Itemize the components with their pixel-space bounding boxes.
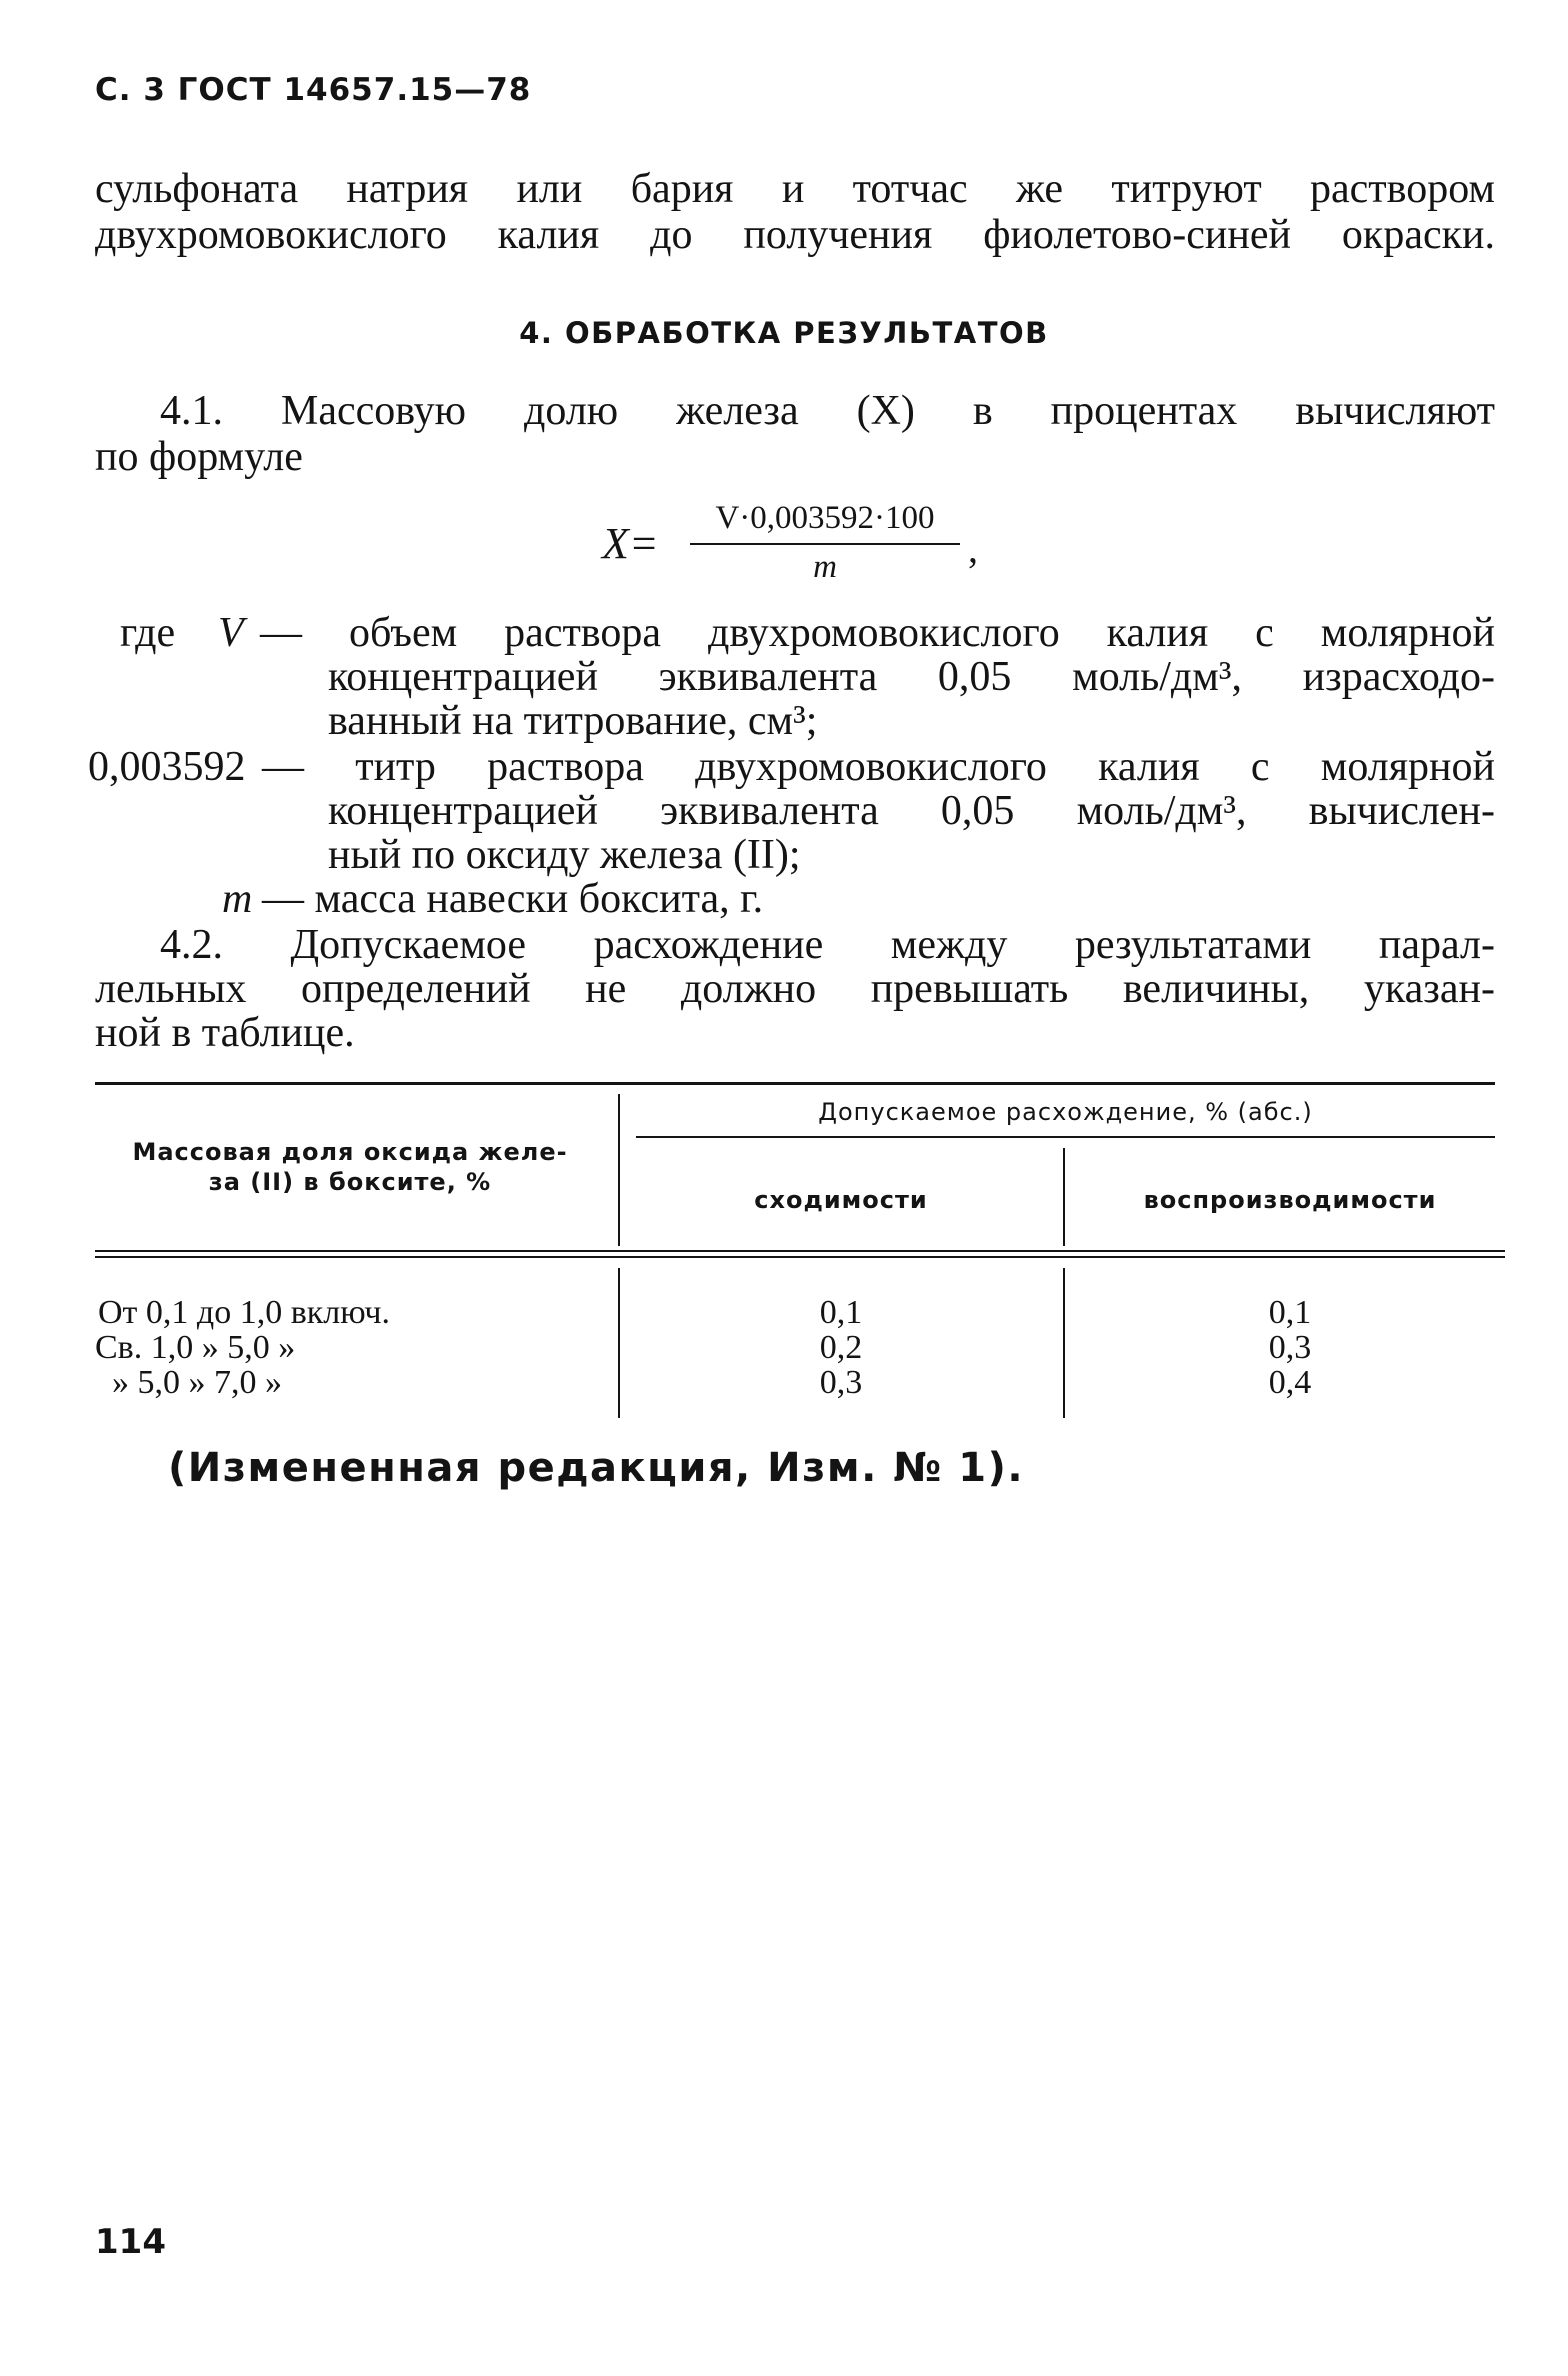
section-heading: 4. ОБРАБОТКА РЕЗУЛЬТАТОВ bbox=[519, 316, 1049, 350]
group-header: Допускаемое расхождение, % (абс.) bbox=[818, 1098, 1313, 1126]
row-convergence: 0,3 bbox=[819, 1364, 863, 1401]
table-vrule bbox=[618, 1268, 620, 1418]
row-convergence: 0,1 bbox=[819, 1294, 863, 1331]
col3-header: воспроизводимости bbox=[1143, 1186, 1437, 1214]
term-v: V bbox=[218, 610, 244, 656]
row-reproducibility: 0,4 bbox=[1268, 1364, 1312, 1401]
row-convergence: 0,2 bbox=[819, 1329, 863, 1366]
clause-4-2-line: ной в таблице. bbox=[95, 1010, 355, 1056]
term-titr: 0,003592 bbox=[88, 744, 246, 790]
definition-text: концентрацией эквивалента 0,05 моль/дм³, израсходо- bbox=[328, 654, 1495, 700]
formula-comma: , bbox=[968, 526, 978, 571]
intro-line: сульфоната натрия или бария и тотчас же титруют раствором bbox=[95, 166, 1495, 212]
formula-numerator: V·0,003592·100 bbox=[715, 500, 935, 536]
table-top-rule bbox=[95, 1082, 1495, 1085]
formula-denominator: m bbox=[813, 549, 837, 585]
clause-4-2-line: лельных определений не должно превышать величины, указан- bbox=[95, 966, 1495, 1012]
group-header-rule bbox=[636, 1136, 1495, 1138]
definition-line: — титр раствора двухромовокислого калия с молярной bbox=[262, 744, 1495, 790]
col1-header: за (II) в боксите, % bbox=[208, 1168, 492, 1196]
header-double-rule bbox=[95, 1250, 1505, 1252]
amendment-note: (Измененная редакция, Изм. № 1). bbox=[168, 1445, 1025, 1491]
definition-line: ный по оксиду железа (II); bbox=[328, 832, 801, 878]
row-reproducibility: 0,3 bbox=[1268, 1329, 1312, 1366]
fraction-bar bbox=[690, 543, 960, 545]
page-number: 114 bbox=[95, 2222, 166, 2262]
intro-line: двухромовокислого калия до получения фиолетово-синей окраски. bbox=[95, 212, 1495, 258]
clause-4-1-line: 4.1. Массовую долю железа (X) в процентах вычисляют bbox=[160, 388, 1495, 434]
clause-4-2-line: 4.2. Допускаемое расхождение между результатами парал- bbox=[160, 922, 1495, 968]
definition-line: — масса навески боксита, г. bbox=[262, 876, 764, 922]
row-reproducibility: 0,1 bbox=[1268, 1294, 1312, 1331]
formula-lhs: X= bbox=[602, 519, 659, 568]
row-range: » 5,0 » 7,0 » bbox=[112, 1364, 282, 1401]
term-m: m bbox=[222, 876, 253, 922]
page-header: С. 3 ГОСТ 14657.15—78 bbox=[95, 72, 532, 108]
where-label: где bbox=[120, 610, 176, 656]
definition-line: ванный на титрование, см³; bbox=[328, 698, 818, 744]
clause-4-1-line: по формуле bbox=[95, 434, 303, 480]
row-range: Св. 1,0 » 5,0 » bbox=[95, 1329, 296, 1366]
col1-header: Массовая доля оксида желе- bbox=[132, 1138, 568, 1166]
table-vrule bbox=[1063, 1268, 1065, 1418]
table-vrule bbox=[1063, 1148, 1065, 1246]
definition-line: концентрацией эквивалента 0,05 моль/дм³, вычислен- bbox=[328, 788, 1495, 834]
row-range: От 0,1 до 1,0 включ. bbox=[98, 1294, 390, 1331]
definition-line bbox=[328, 656, 1495, 698]
formula-fraction bbox=[690, 500, 960, 586]
col2-header: сходимости bbox=[754, 1186, 928, 1214]
header-double-rule bbox=[95, 1256, 1505, 1258]
definition-line: — объем раствора двухромовокислого калия с молярной bbox=[260, 610, 1495, 656]
table-vrule bbox=[618, 1094, 620, 1246]
